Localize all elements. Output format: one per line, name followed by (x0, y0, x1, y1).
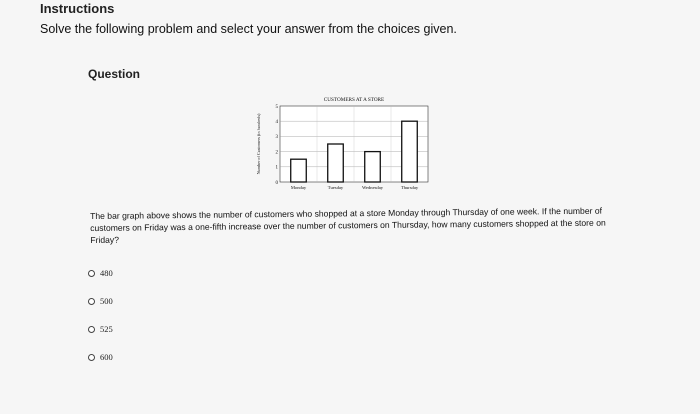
bar-monday (291, 159, 307, 182)
instructions-text: Solve the following problem and select your answer from the choices given. (40, 22, 457, 36)
radio-button[interactable] (88, 354, 95, 361)
x-tick-label: Wednesday (361, 185, 384, 190)
choice-500[interactable] (88, 294, 113, 308)
choice-600[interactable] (88, 350, 113, 364)
choice-525[interactable] (88, 322, 113, 336)
choice-480[interactable] (88, 266, 113, 280)
radio-button[interactable] (88, 298, 95, 305)
x-tick-label: Tuesday (327, 185, 344, 190)
y-tick-label: 4 (275, 120, 278, 125)
y-axis-label: Number of Customers (in hundreds) (256, 113, 261, 175)
y-tick-label: 1 (275, 165, 278, 171)
y-tick-label: 2 (275, 150, 278, 156)
bar-thursday (402, 121, 418, 182)
bar-chart (250, 92, 440, 202)
choice-label: 600 (100, 352, 113, 362)
choice-label: 480 (100, 268, 113, 278)
bar-chart-svg (250, 92, 440, 202)
bar-wednesday (365, 152, 381, 182)
y-tick-label: 0 (275, 180, 278, 186)
radio-button[interactable] (88, 270, 95, 277)
y-tick-label: 3 (275, 135, 278, 141)
choice-label: 525 (100, 324, 113, 334)
choice-label: 500 (100, 296, 113, 306)
x-tick-label: Monday (290, 185, 307, 190)
bar-tuesday (328, 144, 344, 182)
instructions-heading: Instructions (40, 1, 115, 16)
radio-button[interactable] (88, 326, 95, 333)
problem-text: The bar graph above shows the number of customers who shopped at a store Monday through Thursday of one week. If the number of customers on Friday was a one-fifth increase over the number of customers on Thursday, how many customers shopped at the store on Friday? (90, 205, 606, 245)
x-tick-label: Thursday (400, 185, 419, 190)
chart-title: CUSTOMERS AT A STORE (323, 97, 385, 103)
question-heading: Question (88, 67, 141, 81)
y-tick-label: 5 (275, 104, 278, 110)
